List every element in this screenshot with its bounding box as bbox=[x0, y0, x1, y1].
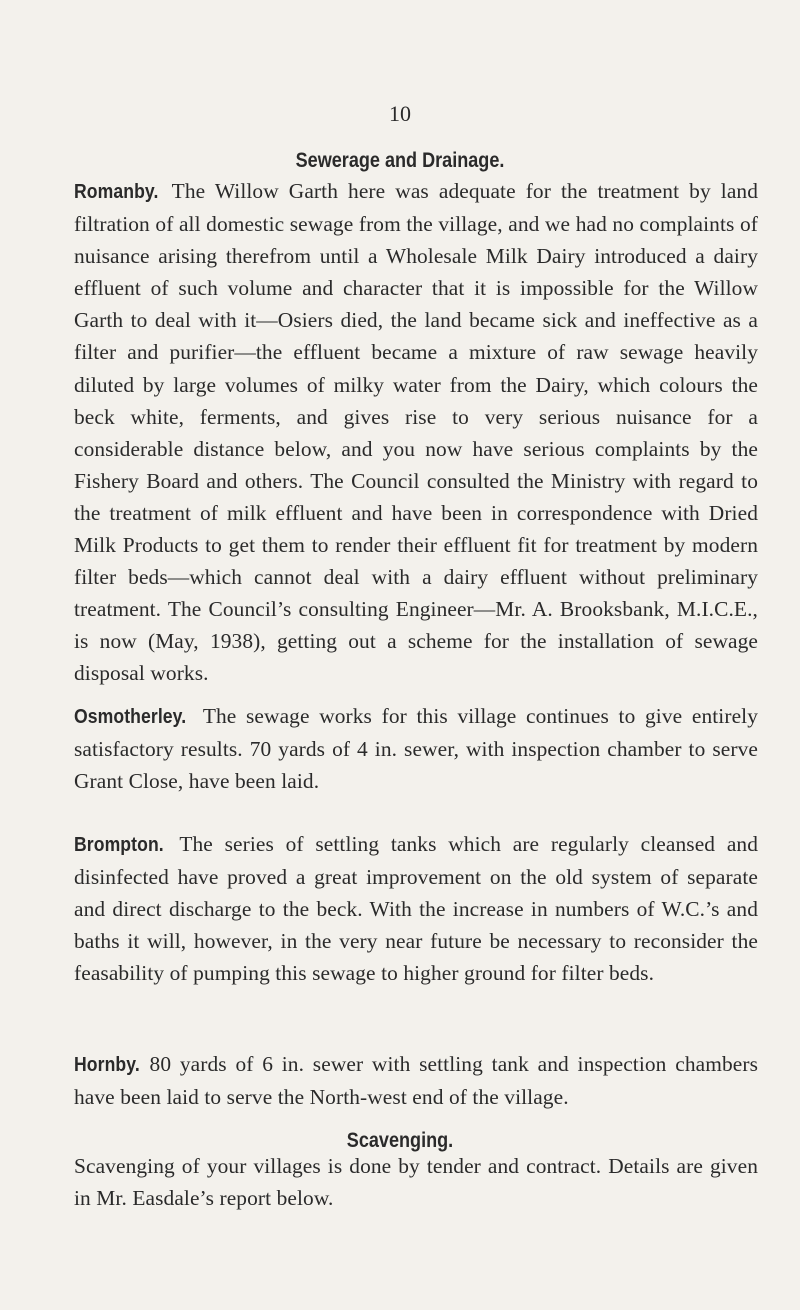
place-name-osmotherley: Osmotherley. bbox=[74, 706, 187, 728]
paragraph-scavenging bbox=[74, 1150, 758, 1214]
section-heading-scavenging: Scavenging. bbox=[346, 1129, 454, 1152]
paragraph-scavenging-text: Scavenging of your villages is done by tender and contract. Details are given in Mr. Easdale’s report below. bbox=[74, 1154, 758, 1211]
place-name-brompton: Brompton. bbox=[74, 834, 164, 856]
page-number: 10 bbox=[389, 101, 411, 126]
paragraph-romanby-text: The Willow Garth here was adequate for the treatment by land filtration of all domestic sewage from the village, and we had no complaints of nuisance arising therefrom until a Wholesale Milk Dairy introduced a dairy effluent of such volume and character that it is impossible for the Willow Garth to deal with it—Osiers died, the land became sick and ineffective as a filter and purifier—the effluent became a mixture of raw sewage heavily diluted by large volumes of milky water from the Dairy, which colours the beck white, ferments, and gives rise to very serious nuisance for a considerable distance below, and you now have serious complaints by the Fishery Board and others. The Council consulted the Ministry with regard to the treatment of milk effluent and have been in correspondence with Dried Milk Products to get them to render their effluent fit for treatment by modern filter beds—which cannot deal with a dairy effluent without preliminary treatment. The Council’s consulting Engineer—Mr. A. Brooksbank, M.I.C.E., is now (May, 1938), getting out a scheme for the installation of sewage disposal works. bbox=[74, 179, 759, 686]
paragraph-hornby bbox=[74, 1048, 758, 1113]
paragraph-osmotherley-text: The sewage works for this village continues to give entirely satisfactory results. 70 yards of 4 in. sewer, with inspection chamber to serve Grant Close, have been laid. bbox=[74, 704, 759, 794]
place-name-romanby: Romanby. bbox=[74, 181, 159, 203]
paragraph-brompton bbox=[74, 828, 758, 989]
paragraph-hornby-text: 80 yards of 6 in. sewer with settling tank and inspection chambers have been laid to serve the North-west end of the village. bbox=[74, 1052, 758, 1110]
section-heading-sewerage: Sewerage and Drainage. bbox=[295, 149, 505, 172]
paragraph-brompton-text: The series of settling tanks which are regularly cleansed and disinfected have proved a great improvement on the old system of separate and direct discharge to the beck. With the increase in numbers of W.C.’s and baths it will, however, in the very near future be necessary to reconsider the feasability of pumping this sewage to higher ground for filter beds. bbox=[74, 832, 759, 986]
paragraph-osmotherley bbox=[74, 700, 758, 797]
paragraph-romanby bbox=[74, 175, 758, 690]
place-name-hornby: Hornby. bbox=[74, 1054, 140, 1076]
